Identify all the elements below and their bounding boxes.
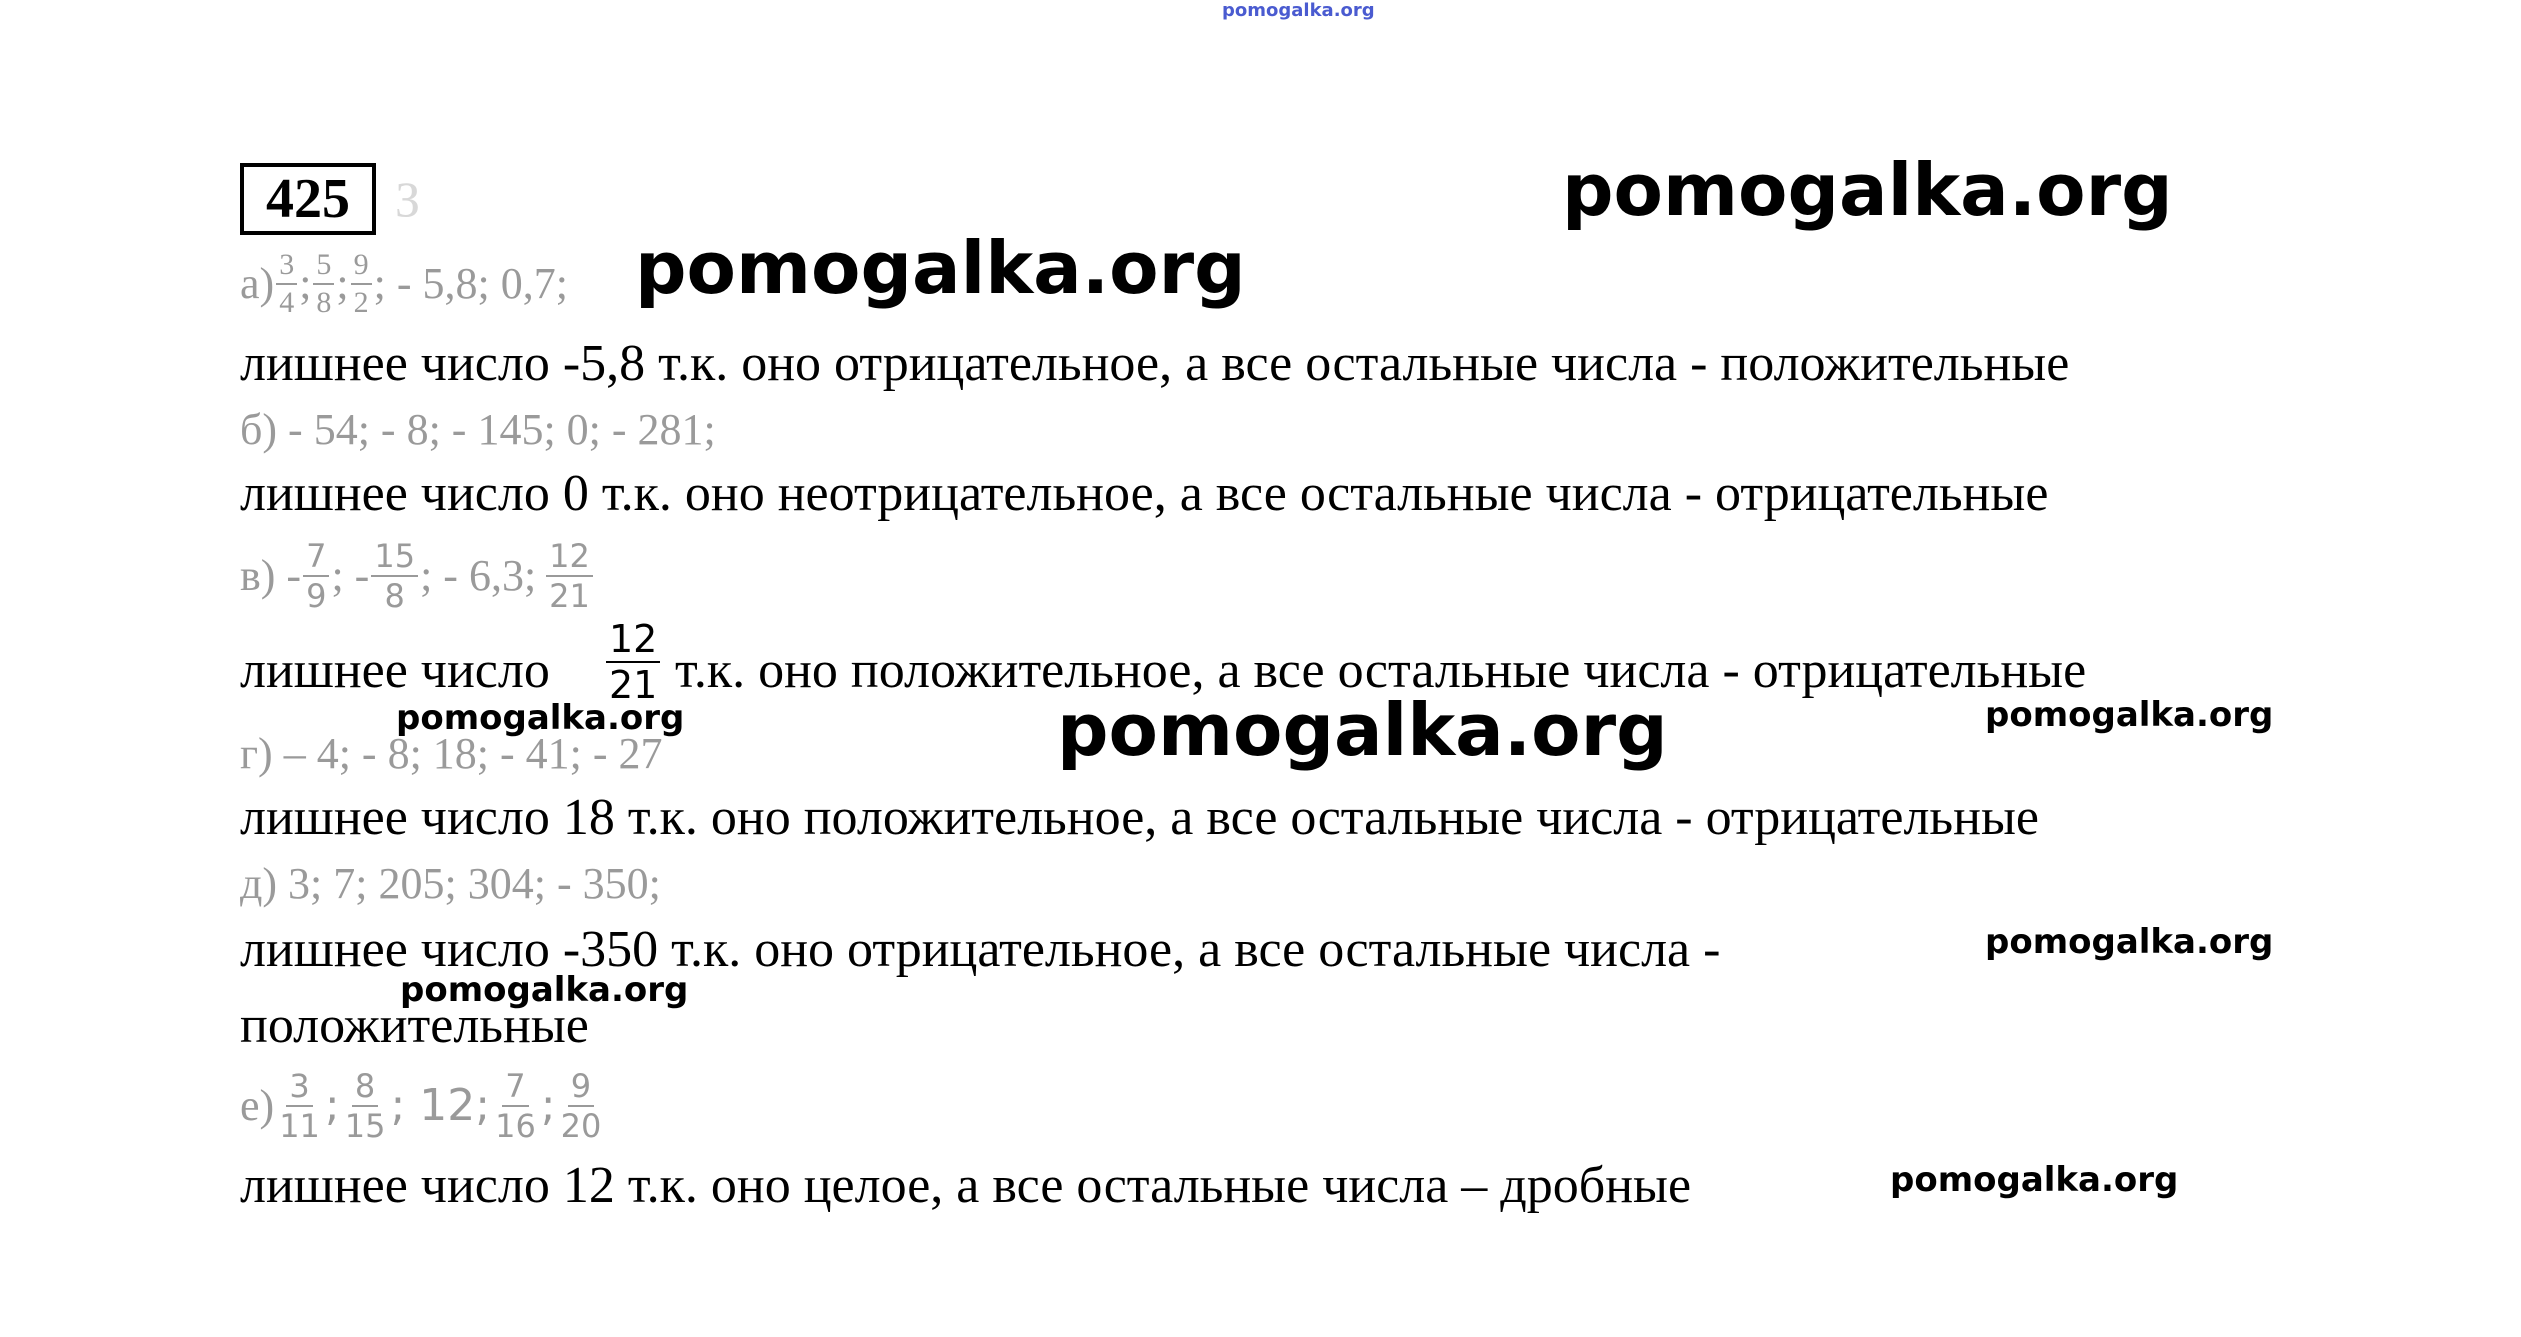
answer-e: лишнее число 12 т.к. оно целое, а все остальные числа – дробные — [240, 1157, 1692, 1214]
task-e — [240, 1060, 606, 1152]
task-v-label: в) - — [240, 551, 302, 600]
fraction: $\frac{3}{4}$ — [276, 250, 297, 318]
watermark-lower-left: pomogalka.org — [400, 970, 689, 1010]
fraction: $\frac{9}{20}$ — [560, 1067, 602, 1145]
separator: ; — [324, 1080, 340, 1131]
answer-g: лишнее число 18 т.к. оно положительное, а все остальные числа - отрицательные — [240, 789, 2039, 846]
watermark-lower-right: pomogalka.org — [1985, 922, 2274, 962]
watermark-bottom-right: pomogalka.org — [1890, 1160, 2179, 1200]
answer-a: лишнее число -5,8 т.к. оно отрицательное, а все остальные числа - положительные — [240, 335, 2070, 392]
fraction: $\frac{7}{9}$ — [303, 540, 329, 612]
fraction: $\frac{3}{11}$ — [279, 1067, 320, 1145]
task-v — [240, 530, 595, 622]
separator: ; - — [331, 551, 370, 600]
answer-b: лишнее число 0 т.к. оно неотрицательное, а все остальные числа - отрицательные — [240, 465, 2049, 522]
answer-d-line1: лишнее число -350 т.к. оно отрицательное, а все остальные числа - — [240, 921, 1721, 978]
watermark-line-a: pomogalka.org — [635, 226, 1246, 310]
answer-v-start: лишнее число — [240, 642, 550, 699]
task-b: б) - 54; - 8; - 145; 0; - 281; — [240, 405, 716, 454]
separator: ; - 6,3; — [420, 551, 537, 600]
answer-v-end: т.к. оно положительное, а все остальные числа - отрицательные — [675, 642, 2087, 699]
fraction: $\frac{5}{8}$ — [313, 250, 334, 318]
answer-v-fraction: $\frac{12}{21}$ — [606, 620, 660, 704]
watermark-top-right: pomogalka.org — [1562, 148, 2173, 232]
exercise-number-badge: 425 — [240, 163, 376, 235]
task-e-mid: ; 12; — [390, 1080, 491, 1131]
task-a-rest: ; - 5,8; 0,7; — [373, 259, 568, 308]
top-watermark: pomogalka.org — [1222, 0, 1375, 21]
fraction: $\frac{15}{8}$ — [371, 540, 418, 612]
task-e-label: е) — [240, 1081, 275, 1130]
watermark-mid-right: pomogalka.org — [1985, 695, 2274, 735]
fraction: $\frac{8}{15}$ — [344, 1067, 386, 1145]
task-a-label: а) — [240, 259, 275, 308]
answer-d-line2: положительные — [240, 997, 589, 1054]
task-g: г) – 4; - 8; 18; - 41; - 27 — [240, 729, 663, 778]
watermark-mid-left: pomogalka.org — [396, 698, 685, 738]
task-d: д) 3; 7; 205; 304; - 350; — [240, 859, 661, 908]
fraction: $\frac{12}{21}$ — [546, 540, 593, 612]
fraction: $\frac{9}{2}$ — [351, 250, 372, 318]
fraction: $\frac{7}{16}$ — [495, 1067, 536, 1145]
task-a: а) $\frac{3}{4}$ ; $\frac{5}{8}$ ; $\frac{9}{2}$ ; - 5,8; 0,7; — [240, 248, 568, 319]
separator: ; — [540, 1080, 556, 1131]
watermark-mid-center: pomogalka.org — [1057, 688, 1668, 772]
faded-glyph: З — [395, 171, 421, 227]
